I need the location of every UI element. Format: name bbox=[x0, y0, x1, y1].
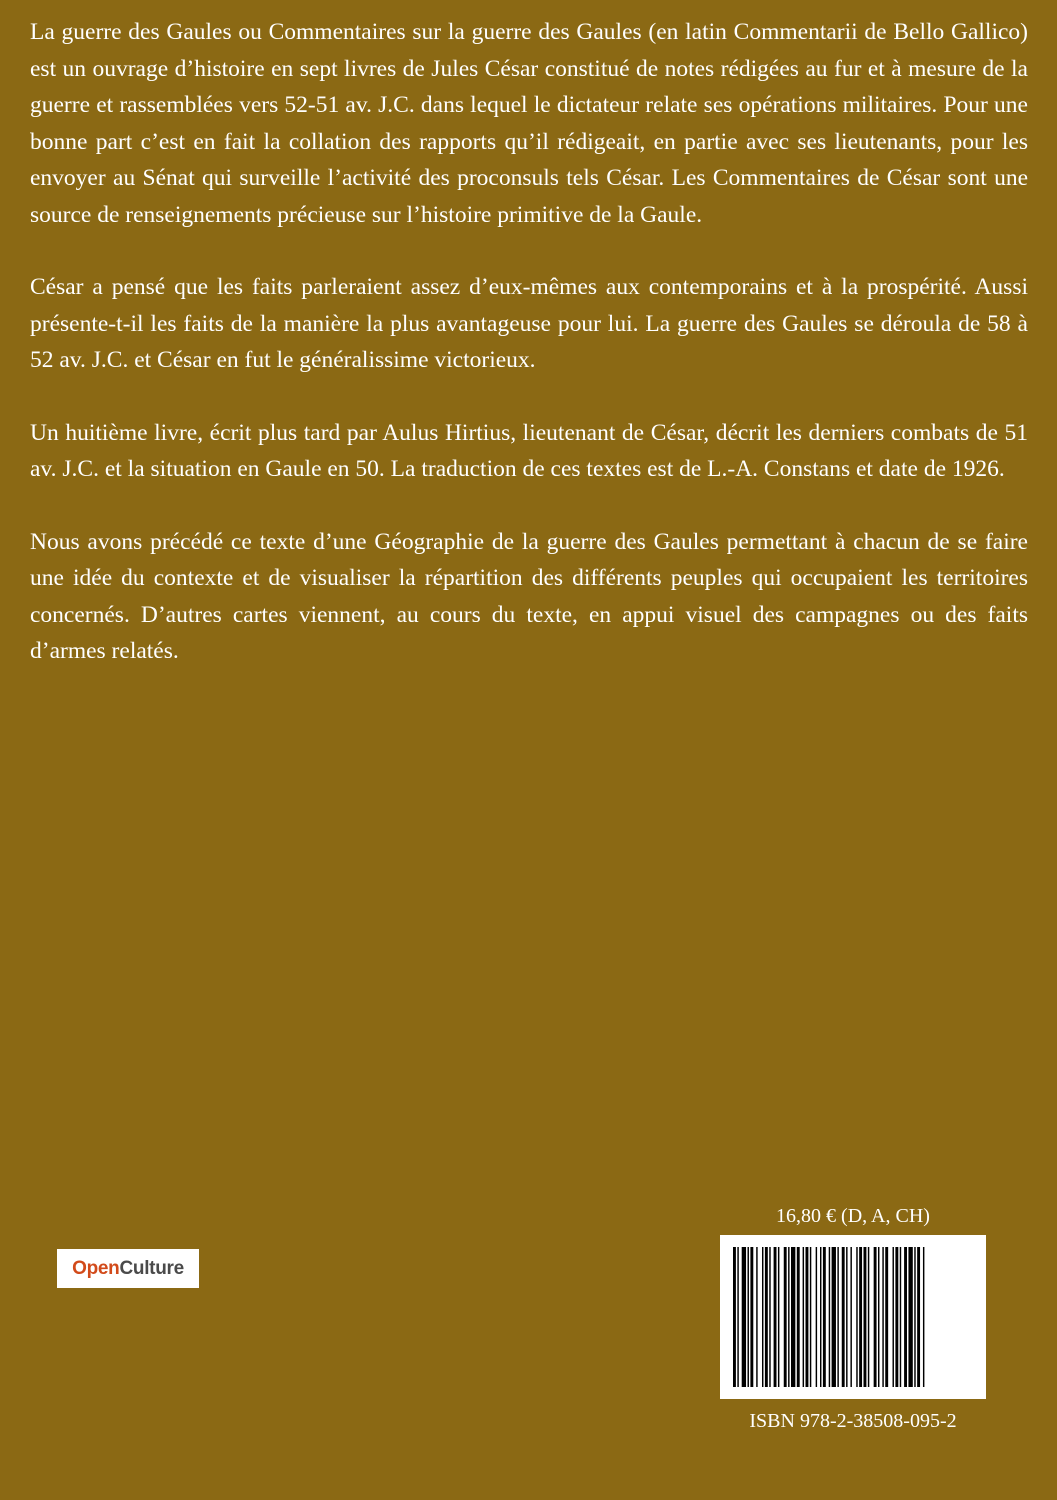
barcode-bar bbox=[856, 1247, 857, 1387]
barcode-bar bbox=[769, 1247, 770, 1387]
publisher-logo bbox=[57, 1249, 199, 1288]
barcode-bar bbox=[878, 1247, 879, 1387]
barcode-bar bbox=[823, 1247, 826, 1387]
barcode-bar bbox=[832, 1247, 836, 1387]
barcode-bar bbox=[846, 1247, 847, 1387]
barcode-bar bbox=[756, 1247, 757, 1387]
barcode-bars bbox=[733, 1247, 973, 1387]
blurb-paragraph-1: La guerre des Gaules ou Commentaires sur la guerre des Gaules (en latin Commentarii de Bello Gallico) est un ouvrage d’histoire en sept livres de Jules César constitué de notes rédigées au fur et à mesure de la guerre et rassemblées vers 52-51 av. J.C. dans lequel le dictateur relate ses opérations militaires. Pour une bonne part c’est en fait la collation des rapports qu’il rédigeait, en partie avec ses lieutenants, pour les envoyer au Sénat qui surveille l’activité des proconsuls tels César. Les Commentaires de César sont une source de renseignements précieuse sur l’histoire primitive de la Gaule. bbox=[30, 19, 1028, 228]
barcode-bar bbox=[737, 1247, 738, 1387]
barcode-bar bbox=[750, 1247, 753, 1387]
price-label: 16,80 € (D, A, CH) bbox=[776, 1205, 930, 1227]
barcode-bar bbox=[917, 1247, 920, 1387]
blurb-paragraph-3: Un huitième livre, écrit plus tard par Aulus Hirtius, lieutenant de César, décrit les derniers combats de 51 av. J.C. et la situation en Gaule en 50. La traduction de ces textes est de L.-A. Constans et date de 1926. bbox=[30, 419, 1028, 482]
barcode-bar bbox=[816, 1247, 817, 1387]
barcode-bar bbox=[885, 1247, 888, 1387]
blurb-paragraph-2: César a pensé que les faits parleraient assez d’eux-mêmes aux contemporains et à la prospérité. Aussi présente-t-il les faits de la manière la plus avantageuse pour lui. La guerre des Gaules se déroula de 58 à 52 av. J.C. et César en fut le généralissime victorieux. bbox=[30, 274, 1028, 373]
barcode-bar bbox=[882, 1247, 883, 1387]
barcode-bar bbox=[778, 1247, 779, 1387]
barcode-bar bbox=[842, 1247, 845, 1387]
barcode-bar bbox=[850, 1247, 851, 1387]
barcode-bar bbox=[904, 1247, 907, 1387]
barcode-bar bbox=[820, 1247, 821, 1387]
barcode-bar bbox=[859, 1247, 862, 1387]
barcode-bar bbox=[900, 1247, 901, 1387]
barcode-bar bbox=[788, 1247, 789, 1387]
barcode-bar bbox=[762, 1247, 763, 1387]
barcode-bar bbox=[791, 1247, 795, 1387]
barcode-bar bbox=[837, 1247, 838, 1387]
barcode-bar bbox=[803, 1247, 804, 1387]
logo-culture-text: Culture bbox=[119, 1257, 184, 1279]
isbn-label: ISBN 978-2-38508-095-2 bbox=[749, 1410, 957, 1432]
blurb-text bbox=[30, 14, 1028, 706]
barcode-bar bbox=[748, 1247, 749, 1387]
barcode-bar bbox=[874, 1247, 877, 1387]
barcode-bar bbox=[797, 1247, 800, 1387]
barcode-bar bbox=[733, 1247, 736, 1387]
barcode-bar bbox=[895, 1247, 898, 1387]
barcode-bar bbox=[923, 1247, 924, 1387]
blurb-paragraph-4: Nous avons précédé ce texte d’une Géographie de la guerre des Gaules permettant à chacun de se faire une idée du contexte et de visualiser la répartition des différents peuples qui occupaient les territoires concernés. D’autres cartes viennent, au cours du texte, en appui visuel des campagnes ou des faits d’armes relatés. bbox=[30, 528, 1028, 664]
barcode-bar bbox=[784, 1247, 787, 1387]
barcode-bar bbox=[742, 1247, 746, 1387]
barcode-bar bbox=[774, 1247, 777, 1387]
barcode-bar bbox=[914, 1247, 915, 1387]
barcode bbox=[720, 1235, 986, 1399]
barcode-bar bbox=[765, 1247, 768, 1387]
barcode-bar bbox=[864, 1247, 867, 1387]
barcode-bar bbox=[868, 1247, 869, 1387]
logo-open-text: Open bbox=[72, 1257, 120, 1279]
barcode-bar bbox=[829, 1247, 830, 1387]
barcode-bar bbox=[908, 1247, 912, 1387]
barcode-bar bbox=[893, 1247, 894, 1387]
barcode-bar bbox=[806, 1247, 809, 1387]
barcode-bar bbox=[810, 1247, 811, 1387]
